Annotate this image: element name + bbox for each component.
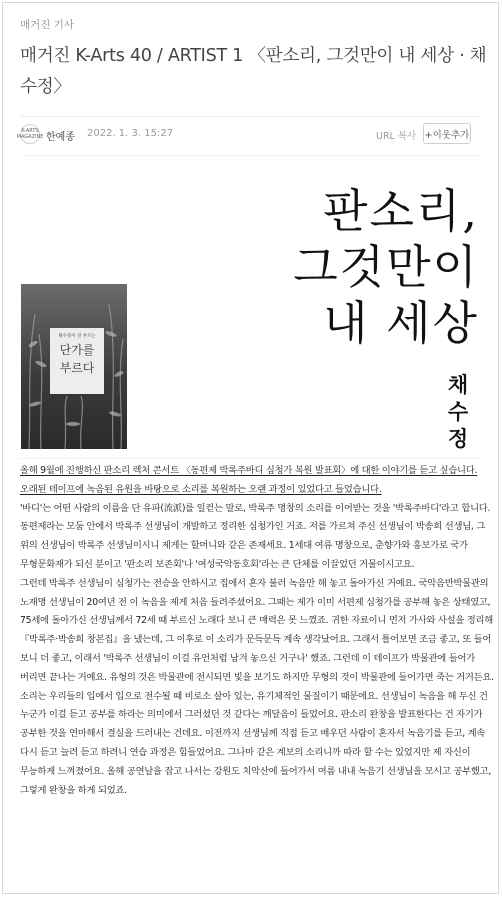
cover-title-line-2: 부르다 [59,361,95,375]
cover-subtitle: 채수정이 전 부르는 [58,334,96,339]
byline-char: 채 [447,373,469,397]
post-meta [16,123,481,147]
cover-label [50,328,104,394]
cover-title-line-1: 단가를 [59,343,95,357]
interview-question: 올해 9월에 진행하신 판소리 렉처 콘서트 〈동편제 박록주바디 심청가 복원 발표회〉에 대한 이야기를 듣고 싶습니다. 오래된 테이프에 녹음된 유원을 바탕으로 소리를 복원하는 오랜 과정이 있었다고 들었습니다. [20,465,478,495]
byline-char: 정 [447,427,469,451]
post-title: 매거진 K-Arts 40 / ARTIST 1 〈판소리, 그것만이 내 세상 · 채수정〉 [20,46,487,97]
post-frame [2,2,499,894]
headline-line-2: 그것만이 [293,240,479,294]
book-cover-image [21,284,127,449]
author-name[interactable]: 한예종 [46,132,75,143]
headline-line-1: 판소리, [323,184,479,238]
post-date: 2022. 1. 3. 15:27 [87,128,174,139]
feature-headline [293,183,479,351]
url-copy-button[interactable]: URL 복사 [376,131,417,142]
divider [20,458,481,459]
divider [20,116,481,117]
article-paragraph: 그런데 박록주 선생님이 심청가는 전승을 안하시고 집에서 혼자 불러 녹음만 해 놓고 돌아가신 거예요. 국악음반박물관의 노재명 선생님이 20여년 전 이 녹음을 제게 처음 들려주셨어요. 그때는 제가 이미 서편제 심청가를 공부해 놓은 상태였고, 75세에 돌아가신 선생님께서 72세 때 부르신 노래다 보니 큰 매력은 못 느꼈죠. 귀한 자료이니 먼저 가사와 사설을 정리해 『박록주·박송희 창본집』을 냈는데, 그 이후로 이 소리가 문득문득 계속 생각났어요. 그래서 틀어보면 조금 좋고, 또 들어 보니 더 좋고, 이래서 '박록주 선생님이 이걸 유언처럼 남겨 놓으신 거구나' 했죠. 그런데 이 테이프가 박물관에 들어가 버리면 끝나는 거예요. 유형의 것은 박물관에 전시되면 빛을 보기도 하지만 무형의 것이 박물관에 들어가면 죽는 거거든요. 소리는 우리들의 입에서 입으로 전수될 때 비로소 살아 있는, 유기체적인 물질이기 때문에요. 선생님이 녹음을 해 두신 건 누군가 이걸 듣고 공부를 하라는 의미에서 그러셨던 것 같다는 깨달음이 들었어요. 판소리 완창을 발표한다는 건 자기가 공부한 것을 연마해서 결실을 드러내는 건데요. 이전까지 선생님께 직접 듣고 배우던 사람이 혼자서 녹음기를 듣고, 계속 다시 듣고 늘려 듣고 하려니 연습 과정은 힘들었어요. 그나마 같은 계보의 소리니까 따라 할 수는 있었지만 제 자신이 무능하게 느껴졌어요. 올해 공연날을 잡고 나서는 강원도 치악산에 들어가서 여름 내내 녹음기 선생님을 모시고 공부했고, 그렇게 완창을 하게 되었죠. [20,577,494,796]
author-avatar[interactable]: K-ARTS MAGAZINE [20,124,40,144]
byline-char: 수 [447,400,469,424]
article-body [20,462,494,800]
post-category[interactable]: 매거진 기사 [20,19,75,31]
feature-byline [446,372,470,453]
headline-line-3: 내 세상 [323,296,479,350]
article-paragraph: '바디'는 어떤 사람의 이름을 단 유파(流派)를 일컫는 말로, 박록주 명창의 소리를 이어받는 것을 '박록주바디'라고 합니다. 동편제라는 모둠 안에서 박록주 선생님이 개발하고 정리한 심청가인 거죠. 저를 가르쳐 주신 선생님이 박송희 선생님, 그 위의 선생님이 박록주 선생님이시니 제게는 할머니와 같은 존재세요. 1세대 여류 명창으로, 춘향가와 흥보가로 국가 무형문화재가 되신 분이고 '판소리 보존회'나 '여성국악동호회'라는 큰 단체를 이끌었던 거물이시고요. [20,502,491,570]
divider [20,155,481,156]
add-neighbor-button[interactable]: +이웃추가 [423,123,471,144]
